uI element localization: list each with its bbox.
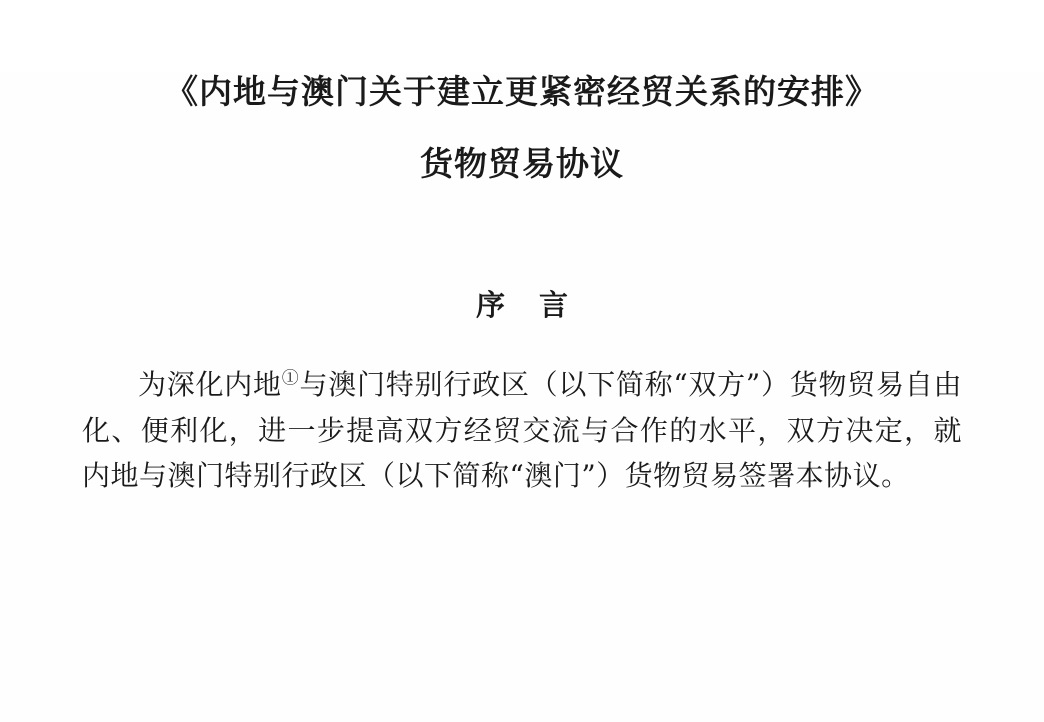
preamble-paragraph xyxy=(82,362,962,498)
paragraph-text-before-footnote: 为深化内地 xyxy=(138,368,282,402)
footnote-marker-icon: ① xyxy=(281,368,300,389)
title-line-primary: 《内地与澳门关于建立更紧密经贸关系的安排》 xyxy=(165,72,879,111)
section-heading-preamble: 序 言 xyxy=(475,288,581,323)
title-line-secondary: 货物贸易协议 xyxy=(420,143,624,183)
body-block xyxy=(82,362,962,498)
paragraph-text-after-footnote: 与澳门特别行政区（以下简称“双方”）货物贸易自由化、便利化，进一步提高双方经贸交流与合作的水平，双方决定，就内地与澳门特别行政区（以下简称“澳门”）货物贸易签署本协议。 xyxy=(82,368,963,492)
document-page xyxy=(0,72,1044,722)
document-title xyxy=(0,72,1044,183)
